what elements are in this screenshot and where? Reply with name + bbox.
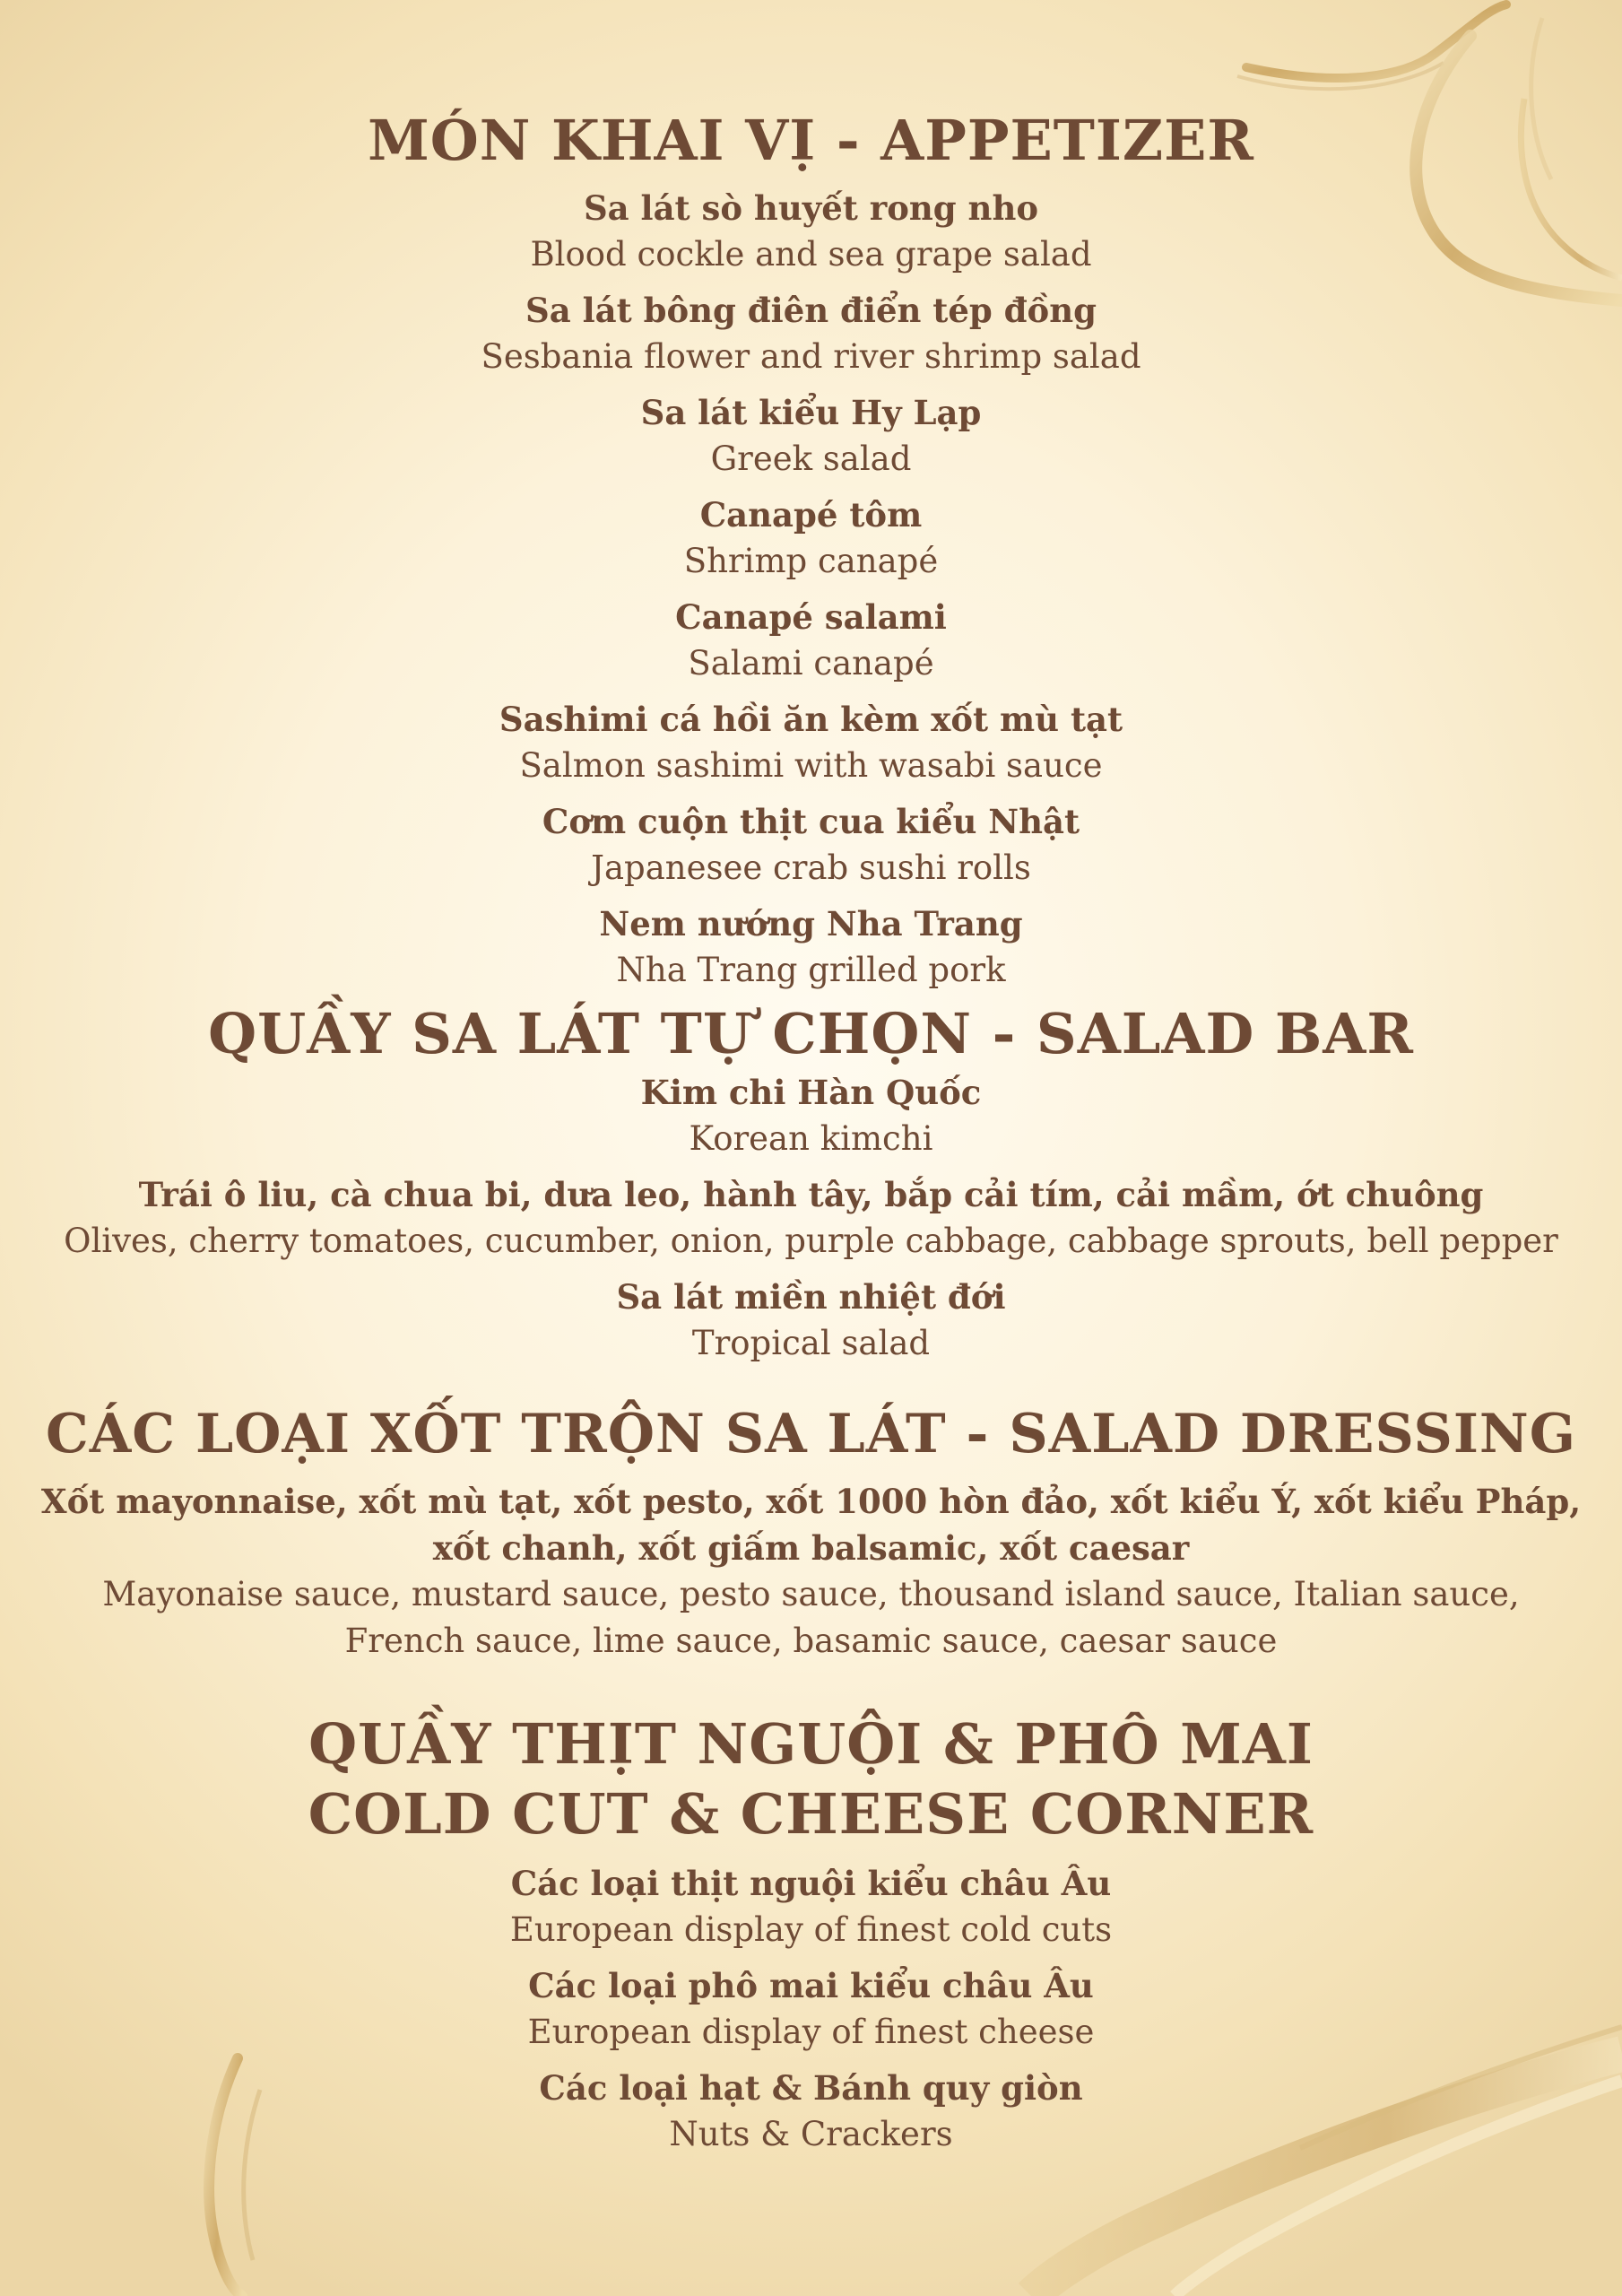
menu-item [0, 1478, 1622, 1665]
item-name-en: Salmon sashimi with wasabi sauce [519, 746, 1103, 785]
item-name-vi: Các loại phô mai kiểu châu Âu [528, 1966, 1094, 2005]
item-name-en: European display of finest cheese [527, 2013, 1095, 2051]
menu-item [0, 1962, 1622, 2056]
menu-item [0, 389, 1622, 483]
menu-item [0, 1860, 1622, 1953]
item-name-vi: Canapé tôm [699, 495, 923, 535]
menu-item [0, 1069, 1622, 1162]
item-name-vi: Kim chi Hàn Quốc [640, 1073, 982, 1112]
item-name-vi: Sashimi cá hồi ăn kèm xốt mù tạt [499, 700, 1123, 739]
menu-item [0, 900, 1622, 994]
section-salad-bar [0, 999, 1622, 1367]
item-name-vi: Các loại thịt nguội kiểu châu Âu [510, 1864, 1112, 1903]
section-heading: QUẦY THỊT NGUỘI & PHÔ MAI [308, 1711, 1314, 1777]
item-name-en: Korean kimchi [689, 1119, 933, 1158]
menu-item [0, 1274, 1622, 1367]
item-name-en: Mayonaise sauce, mustard sauce, pesto sauce, thousand island sauce, Italian sauce, [102, 1575, 1520, 1613]
item-name-vi: xốt chanh, xốt giấm balsamic, xốt caesar [432, 1528, 1190, 1568]
menu-item [0, 594, 1622, 687]
item-name-en: Shrimp canapé [683, 542, 939, 580]
item-name-en: Nuts & Crackers [669, 2115, 953, 2153]
item-name-vi: Nem nướng Nha Trang [599, 904, 1023, 944]
item-name-vi: Sa lát bông điên điển tép đồng [525, 291, 1097, 330]
item-name-vi: Sa lát kiểu Hy Lạp [640, 393, 982, 432]
item-name-en: Salami canapé [688, 644, 934, 683]
menu-item [0, 287, 1622, 380]
item-name-vi: Xốt mayonnaise, xốt mù tạt, xốt pesto, xốt 1000 hòn đảo, xốt kiểu Ý, xốt kiểu Pháp, [40, 1482, 1582, 1521]
section-cold-cut-cheese [0, 1709, 1622, 2158]
item-name-vi: Các loại hạt & Bánh quy giòn [539, 2068, 1083, 2108]
item-name-en: European display of finest cold cuts [509, 1910, 1113, 1949]
menu-item [0, 2065, 1622, 2158]
item-name-en: Tropical salad [691, 1324, 931, 1362]
section-salad-dressing [0, 1399, 1622, 1665]
menu-item [0, 696, 1622, 789]
item-name-vi: Sa lát miền nhiệt đới [616, 1277, 1006, 1317]
item-name-vi: Sa lát sò huyết rong nho [583, 188, 1039, 228]
section-appetizer [0, 106, 1622, 994]
item-name-en: Olives, cherry tomatoes, cucumber, onion, purple cabbage, cabbage sprouts, bell pepper [64, 1222, 1558, 1260]
menu-item [0, 185, 1622, 278]
section-heading: QUẦY SA LÁT TỰ CHỌN - SALAD BAR [208, 1001, 1414, 1066]
menu-item [0, 798, 1622, 891]
item-name-vi: Cơm cuộn thịt cua kiểu Nhật [542, 802, 1080, 841]
section-heading: COLD CUT & CHEESE CORNER [308, 1781, 1314, 1847]
item-name-en: Greek salad [710, 439, 912, 478]
menu-item [0, 491, 1622, 585]
item-name-en: Nha Trang grilled pork [616, 951, 1006, 989]
item-name-vi: Canapé salami [675, 597, 947, 637]
item-name-en: Japanesee crab sushi rolls [591, 848, 1031, 887]
section-heading: MÓN KHAI VỊ - APPETIZER [368, 108, 1254, 173]
menu-item [0, 1171, 1622, 1265]
item-name-vi: Trái ô liu, cà chua bi, dưa leo, hành tây, bắp cải tím, cải mầm, ớt chuông [138, 1175, 1484, 1214]
item-name-en: Sesbania flower and river shrimp salad [481, 337, 1141, 376]
item-name-en: French sauce, lime sauce, basamic sauce, caesar sauce [344, 1622, 1278, 1660]
item-name-en: Blood cockle and sea grape salad [530, 235, 1092, 274]
section-heading: CÁC LOẠI XỐT TRỘN SA LÁT - SALAD DRESSING [46, 1403, 1576, 1465]
